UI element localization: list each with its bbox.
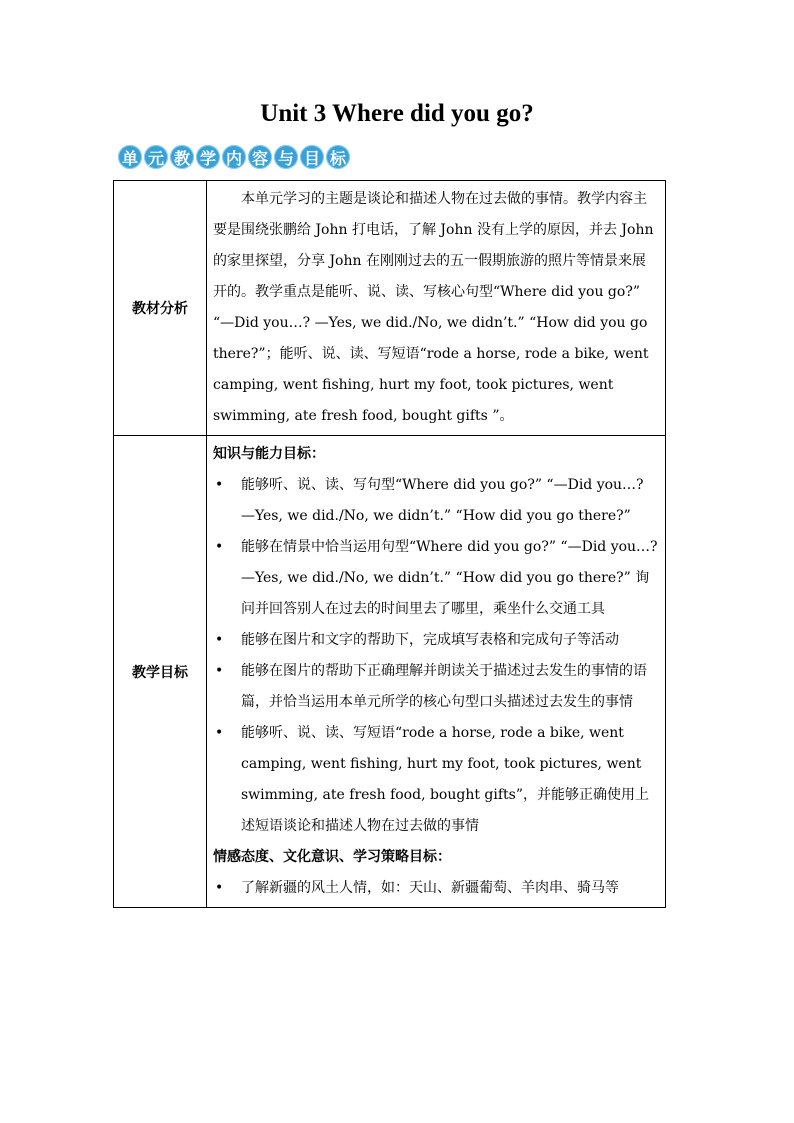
goal-text: 能够听、说、读、写短语“rode a horse, rode a bike, went camping, went fishing, hurt my foot, took pictures, went swimming, ate fresh food, bought gifts”，并能够正确使用上述短语谈论和描述人物在过去做的事情 bbox=[241, 725, 650, 834]
list-item bbox=[213, 532, 659, 625]
list-item bbox=[213, 873, 659, 904]
goals-cell bbox=[207, 436, 666, 908]
table-row-goals bbox=[114, 436, 666, 908]
section-badge-char: 容 bbox=[248, 145, 272, 169]
row-label-goals: 教学目标 bbox=[114, 436, 207, 908]
section-heading-badges bbox=[118, 145, 350, 169]
section-badge-char: 标 bbox=[326, 145, 350, 169]
bullet-icon: • bbox=[215, 725, 224, 741]
list-item bbox=[213, 718, 659, 842]
content-table bbox=[113, 180, 666, 908]
list-item bbox=[213, 470, 659, 532]
bullet-icon: • bbox=[215, 663, 224, 679]
attitude-list bbox=[213, 873, 659, 904]
goal-text: 能够在图片和文字的帮助下，完成填写表格和完成句子等活动 bbox=[241, 632, 619, 648]
section-badge-char: 目 bbox=[300, 145, 324, 169]
table-row-analysis bbox=[114, 181, 666, 436]
analysis-text: 本单元学习的主题是谈论和描述人物在过去做的事情。教学内容主要是围绕张鹏给 John 打电话，了解 John 没有上学的原因，并去 John 的家里探望，分享 John 在刚刚过去的五一假期旅游的照片等情景来展开的。教学重点是能听、说、读、写核心句型“Where did you go?” “—Did you…? —Yes, we did./No, we didn’t.” “How did you go there?”；能听、说、读、写短语“rode a horse, rode a bike, went camping, went fishing, hurt my foot, took pictures, went swimming, ate fresh food, bought gifts ”。 bbox=[213, 191, 654, 424]
section-badge-char: 教 bbox=[170, 145, 194, 169]
list-item bbox=[213, 625, 659, 656]
analysis-cell bbox=[207, 181, 666, 436]
goal-text: 能够在图片的帮助下正确理解并朗读关于描述过去发生的事情的语篇，并恰当运用本单元所学的核心句型口头描述过去发生的事情 bbox=[241, 663, 647, 710]
goal-text: 能够听、说、读、写句型“Where did you go?” “—Did you…? —Yes, we did./No, we didn’t.” “How did you go there?” bbox=[241, 477, 644, 524]
section-badge-char: 内 bbox=[222, 145, 246, 169]
bullet-icon: • bbox=[215, 477, 224, 493]
goal-text: 能够在情景中恰当运用句型“Where did you go?” “—Did you…? —Yes, we did./No, we didn’t.” “How did you go there?” 询问并回答别人在过去的时间里去了哪里，乘坐什么交通工具 bbox=[241, 539, 658, 617]
row-label-analysis: 教材分析 bbox=[114, 181, 207, 436]
section-badge-char: 学 bbox=[196, 145, 220, 169]
section-badge-char: 与 bbox=[274, 145, 298, 169]
section-badge-char: 元 bbox=[144, 145, 168, 169]
knowledge-heading: 知识与能力目标： bbox=[213, 446, 325, 462]
bullet-icon: • bbox=[215, 632, 224, 648]
knowledge-list bbox=[213, 470, 659, 842]
bullet-icon: • bbox=[215, 880, 224, 896]
page-title: Unit 3 Where did you go? bbox=[260, 100, 534, 127]
section-badge-char: 单 bbox=[118, 145, 142, 169]
goal-text: 了解新疆的风土人情，如：天山、新疆葡萄、羊肉串、骑马等 bbox=[241, 880, 619, 896]
bullet-icon: • bbox=[215, 539, 224, 555]
list-item bbox=[213, 656, 659, 718]
attitude-heading: 情感态度、文化意识、学习策略目标： bbox=[213, 849, 451, 865]
